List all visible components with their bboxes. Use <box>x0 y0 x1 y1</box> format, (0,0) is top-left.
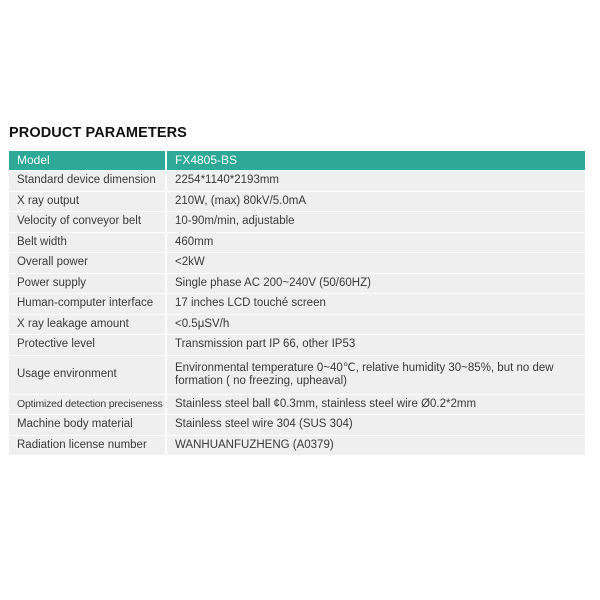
header-value: FX4805-BS <box>167 151 585 171</box>
table-row <box>9 415 585 436</box>
param-value: Stainless steel ball ¢0.3mm, stainless steel wire Ø0.2*2mm <box>167 395 585 416</box>
table-row <box>9 253 585 274</box>
param-label: X ray output <box>9 192 167 213</box>
param-value: Stainless steel wire 304 (SUS 304) <box>167 415 585 436</box>
param-value: <2kW <box>167 253 585 274</box>
param-value: 210W, (max) 80kV/5.0mA <box>167 192 585 213</box>
param-label: Belt width <box>9 233 167 254</box>
param-label: Usage environment <box>9 356 167 395</box>
param-label: Velocity of conveyor belt <box>9 212 167 233</box>
table-row <box>9 294 585 315</box>
table-row <box>9 171 585 192</box>
parameters-table <box>9 151 585 456</box>
param-label: Human-computer interface <box>9 294 167 315</box>
table-row <box>9 192 585 213</box>
param-label: Overall power <box>9 253 167 274</box>
table-row <box>9 436 585 457</box>
table-header-row <box>9 151 585 171</box>
param-value: Transmission part IP 66, other IP53 <box>167 335 585 356</box>
table-row <box>9 233 585 254</box>
table-row <box>9 212 585 233</box>
table-row <box>9 356 585 395</box>
header-label: Model <box>9 151 167 171</box>
param-value: 17 inches LCD touché screen <box>167 294 585 315</box>
param-label: Radiation license number <box>9 436 167 457</box>
param-value: 10-90m/min, adjustable <box>167 212 585 233</box>
param-label: Machine body material <box>9 415 167 436</box>
param-label: Standard device dimension <box>9 171 167 192</box>
param-value: 2254*1140*2193mm <box>167 171 585 192</box>
param-value: Single phase AC 200~240V (50/60HZ) <box>167 274 585 295</box>
param-value: Environmental temperature 0~40℃, relative humidity 30~85%, but no dew formation ( no freezing, upheaval) <box>167 356 585 395</box>
table-row <box>9 315 585 336</box>
param-label: X ray leakage amount <box>9 315 167 336</box>
param-value: 460mm <box>167 233 585 254</box>
param-label: Power supply <box>9 274 167 295</box>
section-title: PRODUCT PARAMETERS <box>9 125 187 141</box>
table-row <box>9 274 585 295</box>
param-label: Protective level <box>9 335 167 356</box>
table-row <box>9 395 585 416</box>
param-label: Optimized detection preciseness <box>9 395 167 416</box>
param-value: <0.5μSV/h <box>167 315 585 336</box>
param-value: WANHUANFUZHENG (A0379) <box>167 436 585 457</box>
table-row <box>9 335 585 356</box>
